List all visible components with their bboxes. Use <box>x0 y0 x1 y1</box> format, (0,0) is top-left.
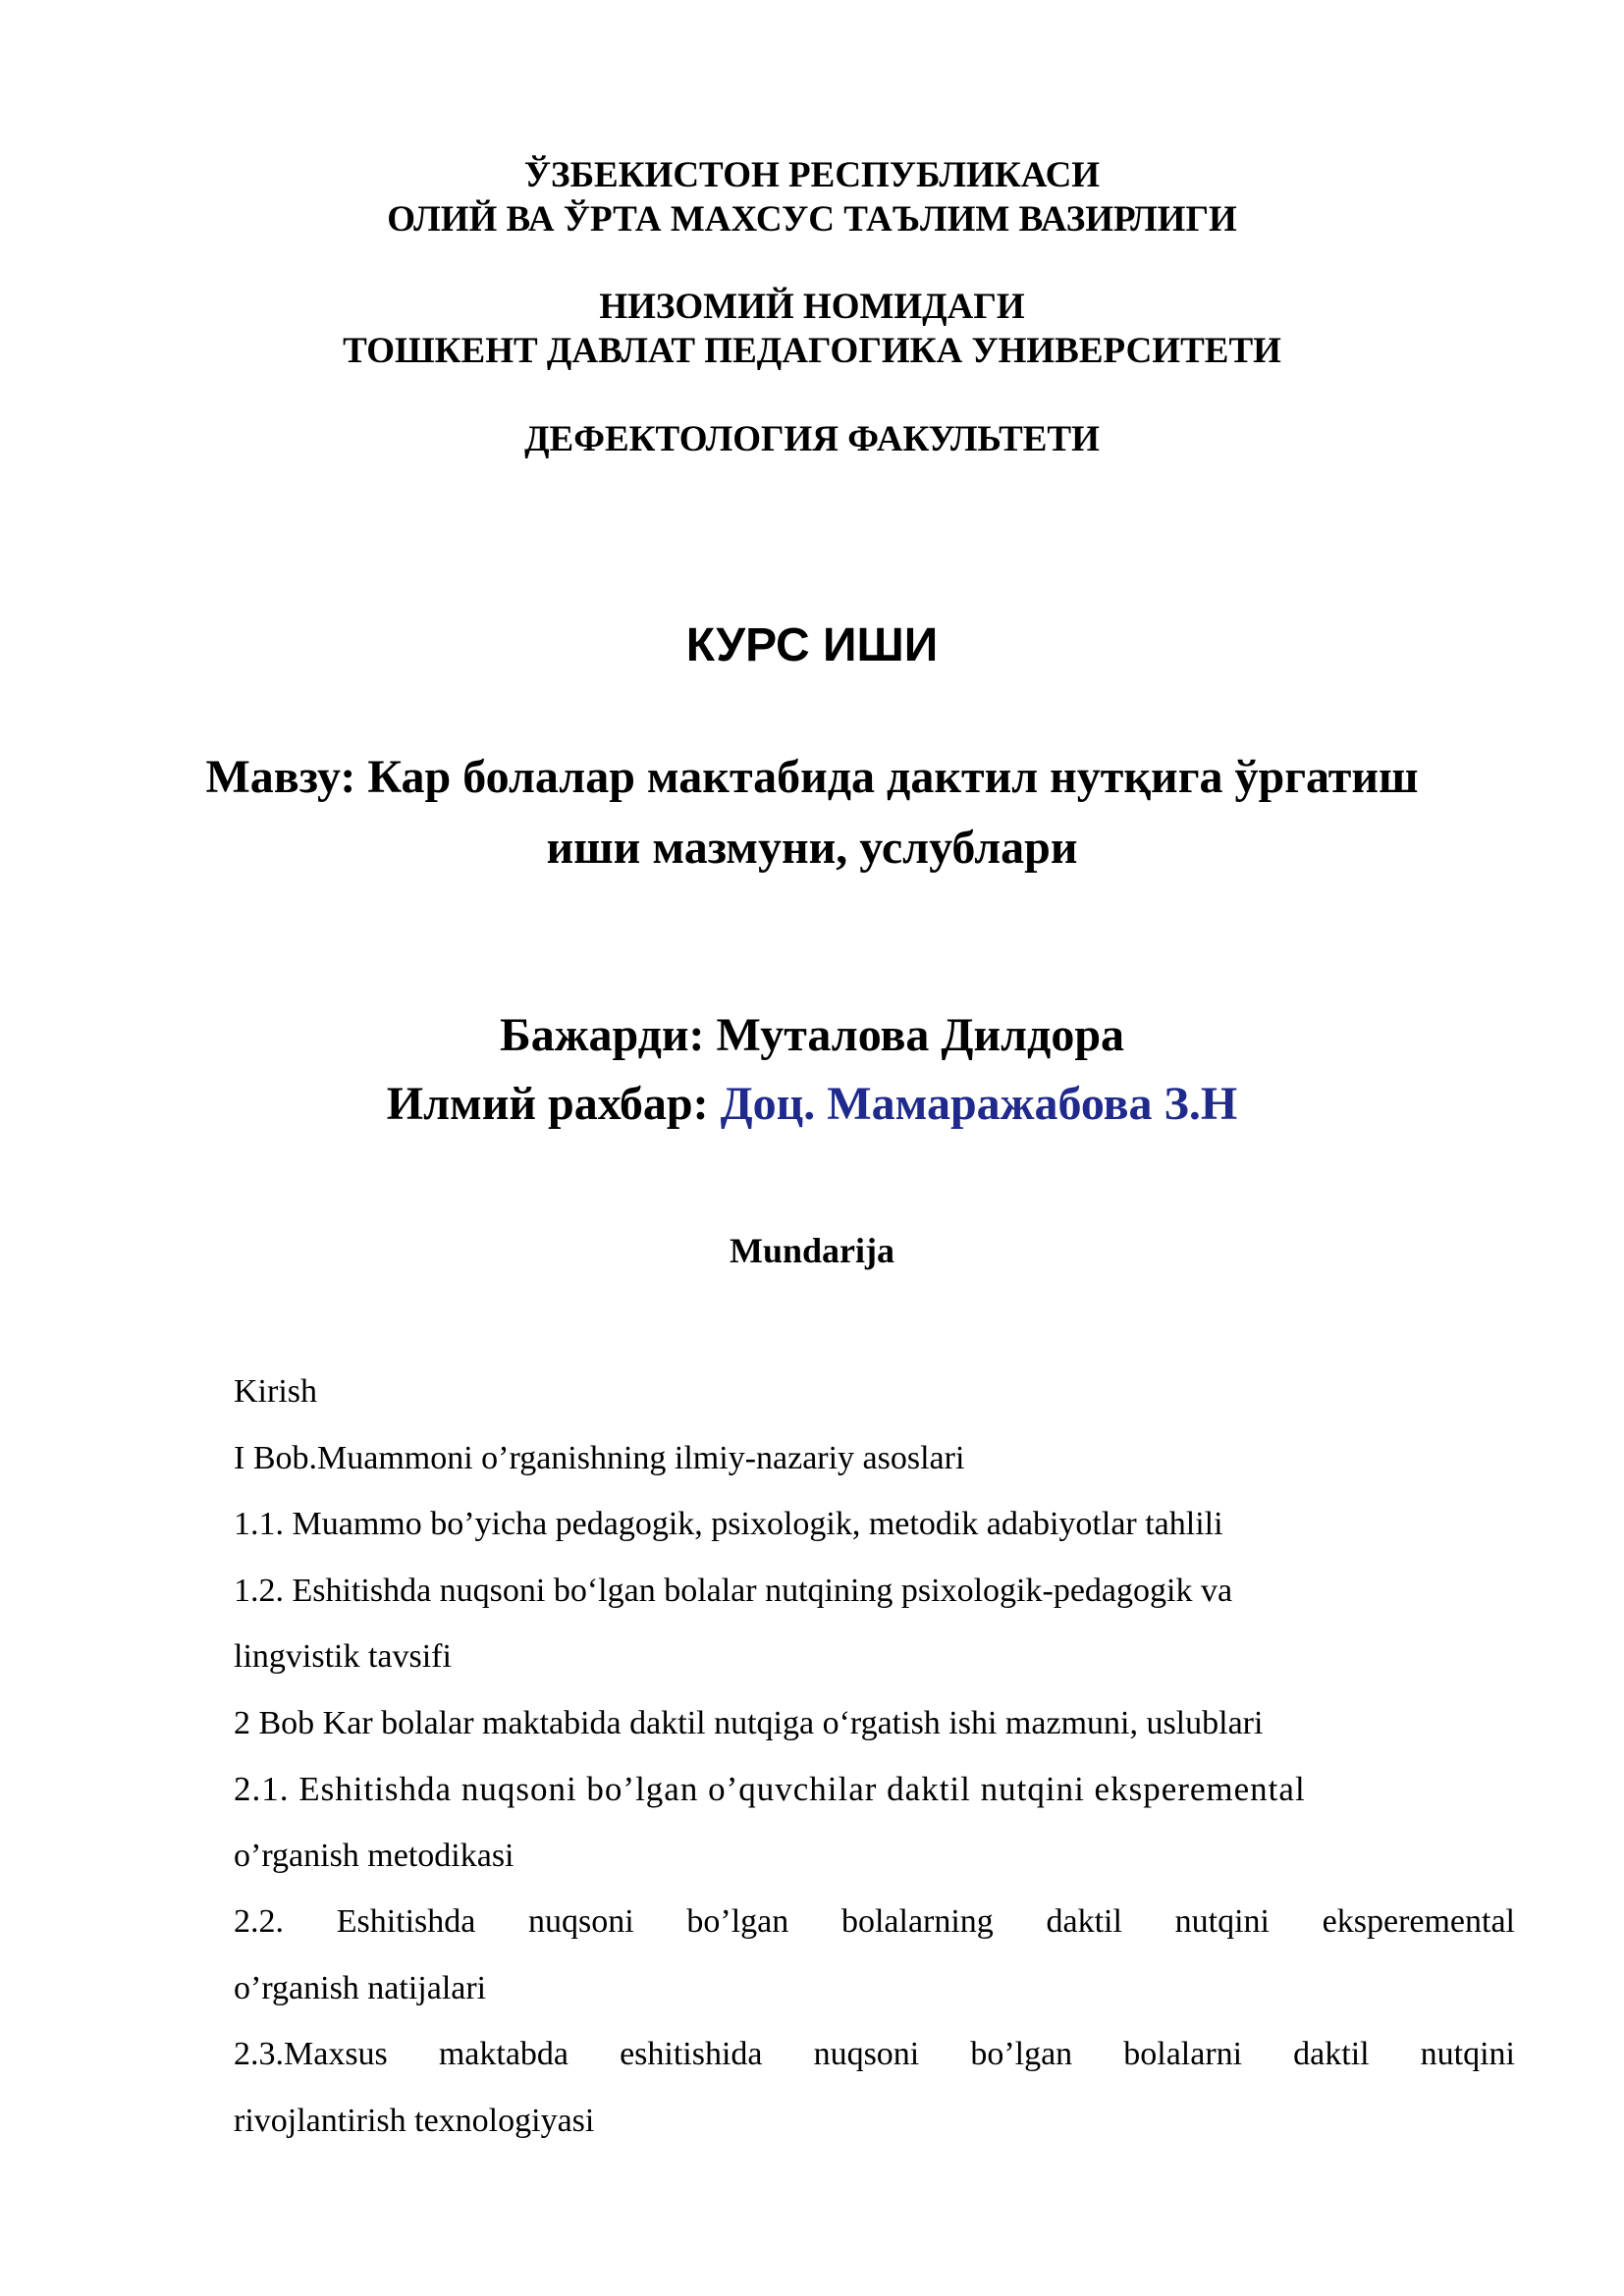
toc-line: rivojlantirish texnologiyasi <box>234 2102 595 2139</box>
performer-label: Бажарди: <box>499 1009 705 1061</box>
ministry-line-2: ОЛИЙ ВА ЎРТА МАХСУС ТАЪЛИМ ВАЗИРЛИГИ <box>387 199 1237 240</box>
toc-line: 2.2. Eshitishda nuqsoni bo’lgan bolalarning daktil nutqini eksperemental <box>234 1903 1515 1940</box>
ministry-header <box>0 153 1624 241</box>
toc-line: o’rganish natijalari <box>234 1969 487 2006</box>
performer-name: Муталова Дилдора <box>716 1009 1125 1061</box>
course-work-title: КУРС ИШИ <box>685 619 939 671</box>
toc-line: o’rganish metodikasi <box>234 1837 514 1874</box>
toc-line: 2 Bob Kar bolalar maktabida daktil nutqiga o‘rgatish ishi mazmuni, uslublari <box>234 1704 1264 1741</box>
faculty-header <box>0 417 1624 461</box>
university-line-1: НИЗОМИЙ НОМИДАГИ <box>599 287 1025 327</box>
toc-line: 2.3.Maxsus maktabda eshitishida nuqsoni bo’lgan bolalarni daktil nutqini <box>234 2036 1515 2072</box>
toc-line: 1.2. Eshitishda nuqsoni bo‘lgan bolalar nutqining psixologik-pedagogik va <box>234 1572 1233 1609</box>
toc-line: 1.1. Muammo bo’yicha pedagogik, psixologik, metodik adabiyotlar tahlili <box>234 1506 1223 1542</box>
toc-title: Mundarija <box>729 1231 894 1270</box>
supervisor-label: Илмий рахбар: <box>386 1078 709 1130</box>
topic-line-2: иши мазмуни, услублари <box>546 822 1078 874</box>
supervisor-line <box>0 1070 1624 1139</box>
performer-line <box>0 1001 1624 1070</box>
faculty-line: ДЕФЕКТОЛОГИЯ ФАКУЛЬТЕТИ <box>524 419 1100 459</box>
topic-title <box>147 742 1477 883</box>
supervisor-name: Доц. Мамаражабова З.Н <box>720 1078 1238 1130</box>
toc-line: I Bob.Muammoni o’rganishning ilmiy-nazariy asoslari <box>234 1439 965 1476</box>
topic-line-1: Мавзу: Кар болалар мактабида дактил нутқига ўргатиш <box>205 751 1419 803</box>
toc-line: Kirish <box>234 1373 317 1410</box>
table-of-contents <box>234 1359 1515 2154</box>
authors-block <box>0 1001 1624 1139</box>
toc-line: 2.1. Eshitishda nuqsoni bo’lgan o’quvchilar daktil nutqini eksperemental <box>234 1770 1306 1808</box>
ministry-line-1: ЎЗБЕКИСТОН РЕСПУБЛИКАСИ <box>523 155 1101 195</box>
toc-line: lingvistik tavsifi <box>234 1638 452 1675</box>
university-line-2: ТОШКЕНТ ДАВЛАТ ПЕДАГОГИКА УНИВЕРСИТЕТИ <box>343 331 1281 371</box>
university-header <box>0 285 1624 373</box>
